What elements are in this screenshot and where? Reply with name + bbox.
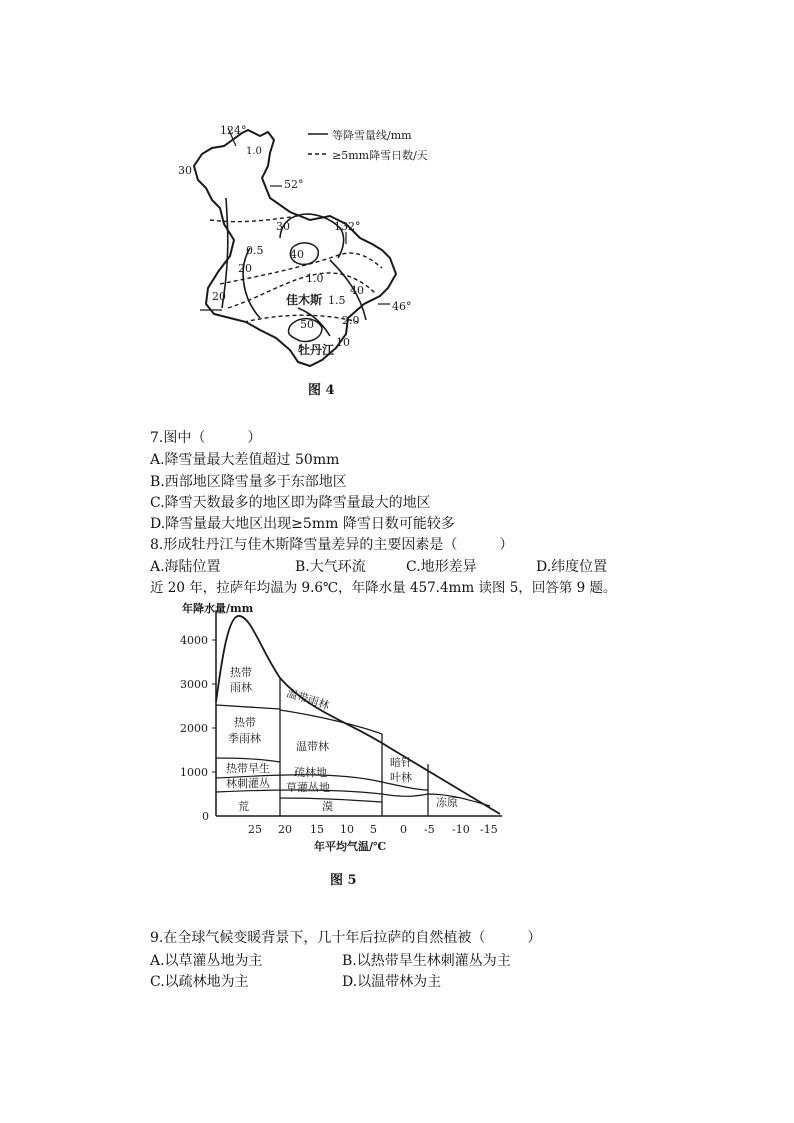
x-tick-label: -15 xyxy=(480,823,498,836)
contour-label: 0.5 xyxy=(246,244,264,257)
q7-option-b: B.西部地区降雪量多于东部地区 xyxy=(150,474,347,490)
legend-solid-label: 等降雪量线/mm xyxy=(332,129,412,142)
figure-5-vegetation-chart xyxy=(150,598,510,888)
region-tropical-shrub: 热带旱生 xyxy=(226,762,270,775)
figure-4-map xyxy=(150,108,450,408)
contour-label: 20 xyxy=(212,290,226,303)
q8-stem: 8.形成牡丹江与佳木斯降雪量差异的主要因素是（ ） xyxy=(150,537,514,553)
q8-option-a: A.海陆位置 xyxy=(150,559,221,575)
q8-option-b: B.大气环流 xyxy=(295,559,366,575)
y-tick-label: 2000 xyxy=(180,722,208,735)
q9-stem: 9.在全球气候变暖背景下，几十年后拉萨的自然植被（ ） xyxy=(150,930,542,946)
isoline-snowfall xyxy=(243,248,260,318)
city-label-mudanjiang: 牡丹江 xyxy=(298,343,335,357)
contour-label: 20 xyxy=(238,262,252,275)
region-tundra: 冻原 xyxy=(436,796,458,809)
q7-option-d: D.降雪量最大地区出现≥5mm 降雪日数可能较多 xyxy=(150,516,455,532)
q9-option-c: C.以疏林地为主 xyxy=(150,974,249,990)
contour-label: 40 xyxy=(290,248,304,261)
q8-option-c: C.地形差异 xyxy=(406,559,477,575)
region-desert: 荒 xyxy=(238,800,249,813)
q8-options-row xyxy=(150,556,630,577)
contour-label: 50 xyxy=(300,318,314,331)
coord-label: 52° xyxy=(284,178,304,191)
region-sparse-woodland: 疏林地 xyxy=(294,766,327,779)
q7-stem: 7.图中（ ） xyxy=(150,430,262,446)
x-axis-label: 年平均气温/℃ xyxy=(314,840,387,853)
region-taiga: 叶林 xyxy=(390,771,412,784)
y-tick-label: 3000 xyxy=(180,678,208,691)
figure-5-caption: 图 5 xyxy=(330,873,357,888)
region-temperate-rainforest: 温带雨林 xyxy=(285,686,331,713)
q7-option-c: C.降雪天数最多的地区即为降雪量最大的地区 xyxy=(150,495,431,511)
region-tropical-shrub: 林刺灌丛 xyxy=(226,777,270,790)
q9-options-row-1 xyxy=(150,950,570,971)
snowfall-map-svg xyxy=(150,108,450,408)
y-axis-label: 年降水量/mm xyxy=(182,602,254,615)
x-tick-label: -10 xyxy=(452,823,470,836)
contour-label: 40 xyxy=(350,284,364,297)
city-label-jiamusi: 佳木斯 xyxy=(286,293,323,307)
x-tick-label: 10 xyxy=(340,823,354,836)
contour-label: 1.5 xyxy=(328,294,346,307)
x-tick-label: 5 xyxy=(370,823,377,836)
coord-label: 46° xyxy=(392,300,412,313)
region-taiga: 暗针 xyxy=(390,756,412,769)
region-tropical-monsoon-forest: 季雨林 xyxy=(228,732,261,745)
y-tick-label: 0 xyxy=(202,810,209,823)
contour-label: 30 xyxy=(178,164,192,177)
region-temperate-forest: 温带林 xyxy=(296,740,329,753)
coord-label: 132° xyxy=(334,220,361,233)
q9-option-d: D.以温带林为主 xyxy=(342,974,442,990)
x-tick-label: 15 xyxy=(310,823,324,836)
q7-option-a: A.降雪量最大差值超过 50mm xyxy=(150,452,340,468)
region-desert: 漠 xyxy=(322,800,333,813)
region-tropical-rainforest: 雨林 xyxy=(230,681,252,694)
intro-text: 近 20 年，拉萨年均温为 9.6℃，年降水量 457.4mm 读图 5，回答第 9 题。 xyxy=(150,580,617,596)
q9-option-b: B.以热带旱生林刺灌丛为主 xyxy=(342,953,511,969)
contour-label: 30 xyxy=(276,220,290,233)
y-tick-label: 4000 xyxy=(180,634,208,647)
region-tropical-rainforest: 热带 xyxy=(230,666,252,679)
x-tick-label: 20 xyxy=(278,823,292,836)
vegetation-chart-svg xyxy=(150,598,510,888)
q9-option-a: A.以草灌丛地为主 xyxy=(150,953,263,969)
y-tick-label: 1000 xyxy=(180,766,208,779)
x-tick-label: -5 xyxy=(424,823,435,836)
figure-4-caption: 图 4 xyxy=(308,383,335,398)
x-tick-label: 0 xyxy=(400,823,407,836)
q9-options-row-2 xyxy=(150,971,570,992)
contour-label: 2.0 xyxy=(342,314,360,327)
contour-label: 1.0 xyxy=(246,146,262,157)
region-grass-shrubland: 草灌丛地 xyxy=(286,781,330,794)
contour-label: 10 xyxy=(336,336,350,349)
x-tick-label: 25 xyxy=(248,823,262,836)
q8-option-d: D.纬度位置 xyxy=(536,559,608,575)
coord-label: 124° xyxy=(220,124,247,137)
contour-label: 1.0 xyxy=(306,272,324,285)
region-tropical-monsoon-forest: 热带 xyxy=(234,716,256,729)
legend-dashed-label: ≥5mm降雪日数/天 xyxy=(332,149,428,162)
